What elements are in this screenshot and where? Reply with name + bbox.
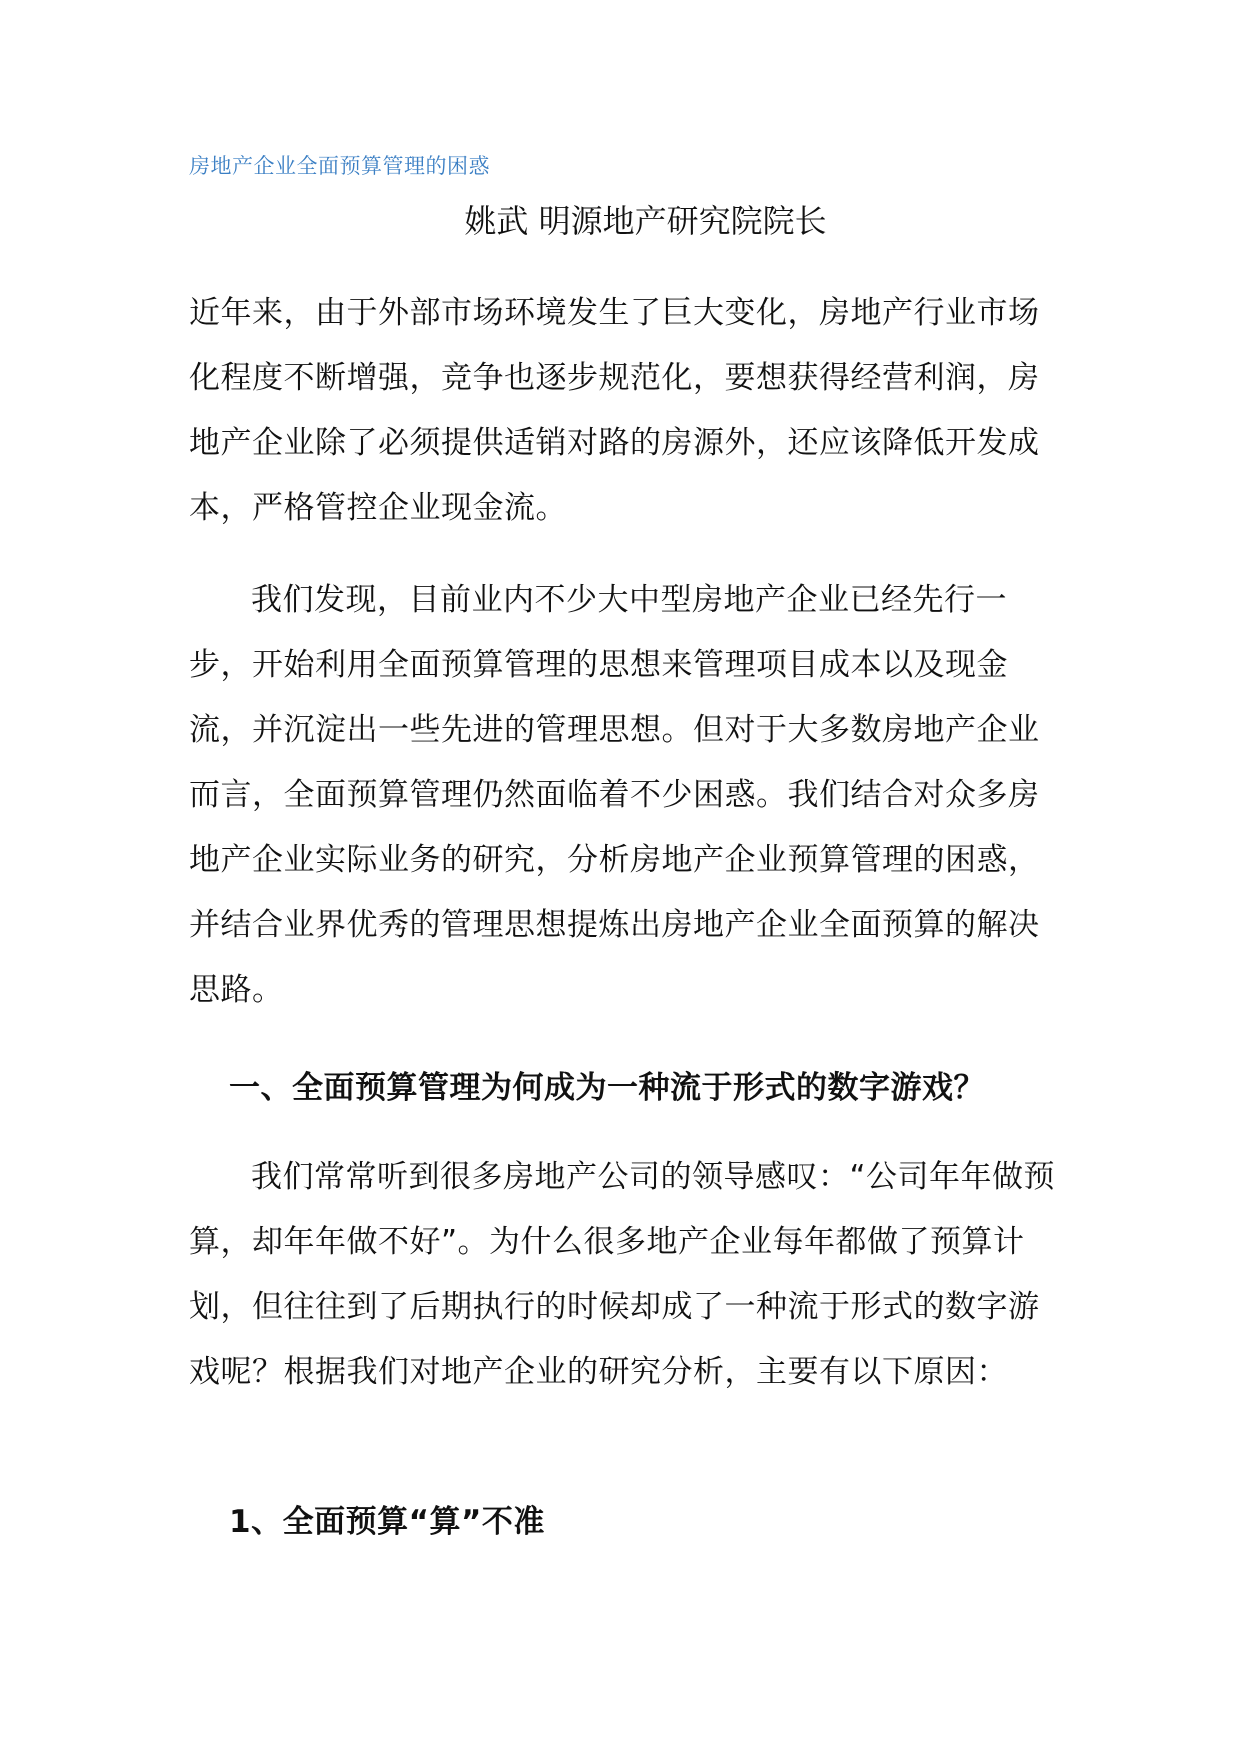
paragraph-findings: 我们发现，目前业内不少大中型房地产企业已经先行一步，开始利用全面预算管理的思想来管理项目成本以及现金流，并沉淀出一些先进的管理思想。但对于大多数房地产企业而言，全面预算管理仍然面临着不少困惑。我们结合对众多房地产企业实际业务的研究，分析房地产企业预算管理的困惑，并结合业界优秀的管理思想提炼出房地产企业全面预算的解决思路。	[189, 582, 1040, 1008]
section-heading-1: 一、全面预算管理为何成为一种流于形式的数字游戏？	[229, 1070, 985, 1106]
document-title-link[interactable]: 房地产企业全面预算管理的困惑	[189, 154, 490, 178]
paragraph-budget-question: 我们常常听到很多房地产公司的领导感叹：“公司年年做预算，却年年做不好”。为什么很多地产企业每年都做了预算计划，但往往到了后期执行的时候却成了一种流于形式的数字游戏呢？根据我们对地产企业的研究分析，主要有以下原因：	[189, 1159, 1056, 1390]
author-byline: 姚武 明源地产研究院院长	[464, 202, 827, 240]
paragraph-intro: 近年来，由于外部市场环境发生了巨大变化，房地产行业市场化程度不断增强，竞争也逐步规范化，要想获得经营利润，房地产企业除了必须提供适销对路的房源外，还应该降低开发成本，严格管控企业现金流。	[189, 295, 1040, 526]
subsection-heading-1: 1、全面预算“算”不准	[229, 1504, 545, 1540]
